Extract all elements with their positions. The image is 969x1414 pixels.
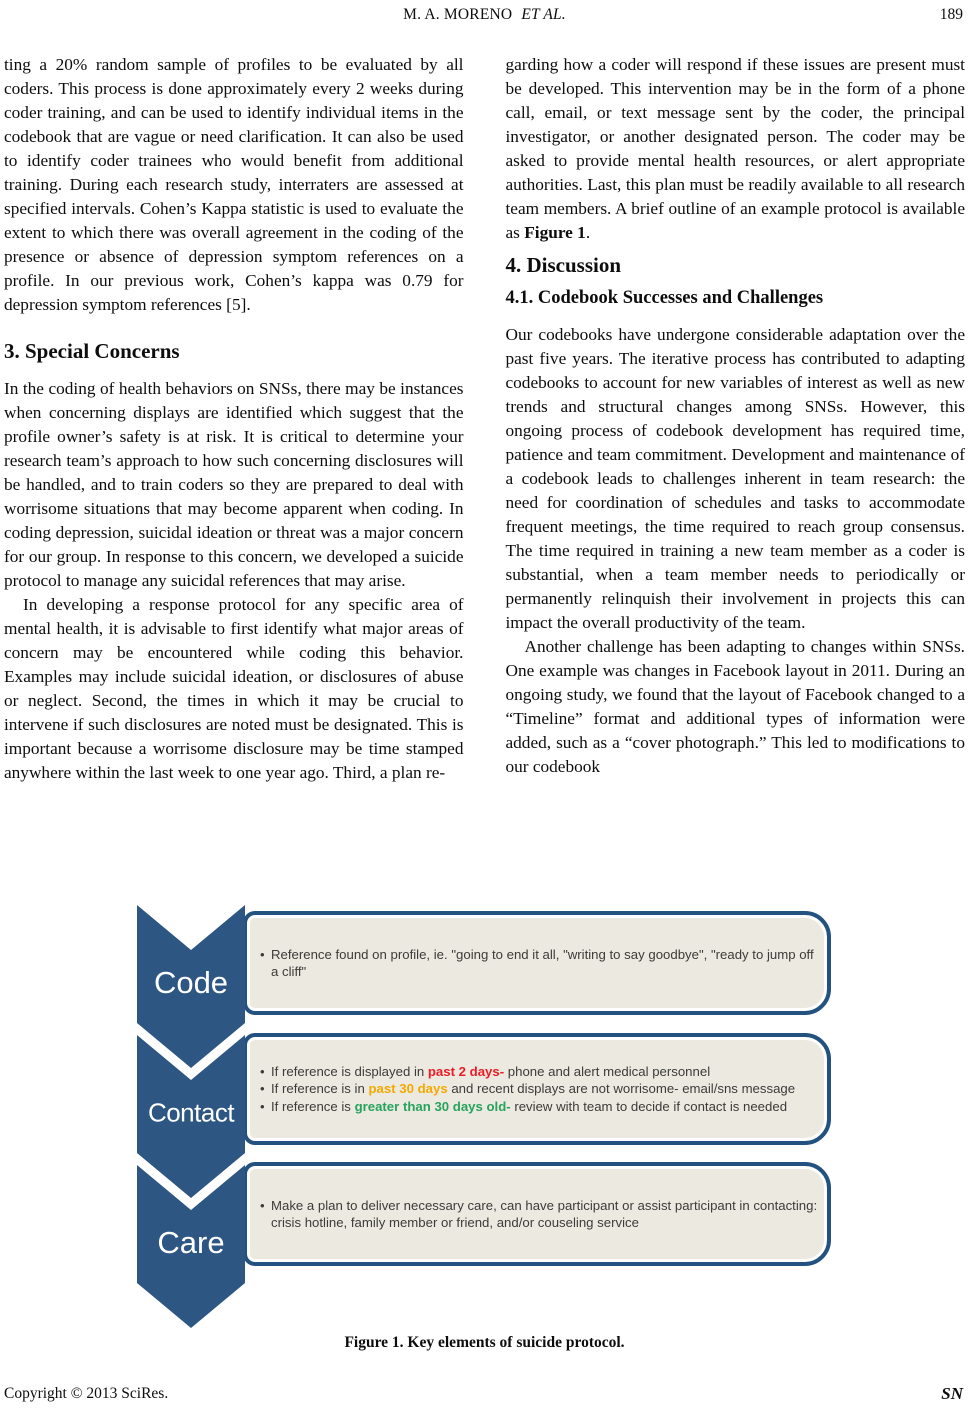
figure-step-box-code bbox=[243, 911, 831, 1015]
paragraph-text: garding how a coder will respond if these issues are present must be developed. This intervention may be in the form of a phone call, email, or text message sent by the coder, the principal investigator, or another designated person. The coder may be asked to provide mental health resources, or alert appropriate authorities. Last, this plan must be readily available to all research team members. A brief outline of an example protocol is available as bbox=[505, 55, 965, 242]
bullet-list bbox=[247, 1059, 803, 1120]
column-right bbox=[506, 53, 966, 785]
figure-step-box-contact bbox=[243, 1033, 831, 1145]
bullet-text: If reference is bbox=[271, 1098, 355, 1114]
figure-step-label-contact: Contact bbox=[147, 1097, 235, 1128]
paragraph bbox=[506, 53, 966, 245]
figure-step-box-care bbox=[243, 1162, 831, 1266]
bullet-text: Make a plan to deliver necessary care, can have participant or assist participant in contacting: crisis hotline, family member or friend, and/or couseling service bbox=[271, 1197, 818, 1230]
paragraph: In developing a response protocol for any specific area of mental health, it is advisable to first identify what major areas of concern may be encountered while coding this behavior. Examples may include suicidal ideation, or disclosures of abuse or neglect. Second, the times in which it may be crucial to intervene if such disclosures are noted must be designated. This is important because a worrisome disclosure may be time stamped anywhere within the last week to one year ago. Third, a plan re- bbox=[4, 595, 464, 782]
bullet-item bbox=[260, 1063, 795, 1081]
paragraph: ting a 20% random sample of profiles to be evaluated by all coders. This process is done approximately every 2 weeks during coder training, and can be used to identify individual items in the codebook that are vague or need clarification. It can also be used to identify coder trainees who would benefit from additional training. During each research study, interraters are assessed at specified intervals. Cohen’s Kappa statistic is used to evaluate the extent to which there was overall agreement in the coding of the presence or absence of depression symptom references on a profile. In our previous work, Cohen’s kappa was 0.79 for depression symptom references [5]. bbox=[4, 55, 464, 314]
bullet-text: If reference is displayed in bbox=[271, 1063, 428, 1079]
paragraph: In the coding of health behaviors on SNSs, there may be instances when concerning displays are identified which suggest that the profile owner’s safety is at risk. It is critical to determine your research team’s approach to how such concerning disclosures will be handled, and to train coders so they are prepared to deal with worrisome situations that may become apparent when coding. In coding depression, suicidal ideation or threat was a major concern for our group. In response to this concern, we developed a suicide protocol to manage any suicidal references that may arise. bbox=[4, 379, 464, 590]
highlight-past-2-days: past 2 days- bbox=[427, 1063, 505, 1079]
bullet-text: If reference is in bbox=[271, 1081, 369, 1097]
page-number: 189 bbox=[939, 6, 963, 23]
bullet-text: review with team to decide if contact is needed bbox=[510, 1098, 788, 1114]
copyright-notice: Copyright © 2013 SciRes. bbox=[4, 1385, 169, 1402]
figure-reference: Figure 1 bbox=[524, 223, 586, 242]
two-column-body bbox=[4, 53, 965, 785]
section-heading-special-concerns: 3. Special Concerns bbox=[4, 339, 180, 363]
paragraph: Our codebooks have undergone considerable adaptation over the past five years. The iterative process has contributed to adapting codebooks to account for new variables of interest as well as new trends and structural changes among SNSs. However, this ongoing process of codebook development has required time, patience and team commitment. Development and maintenance of a codebook leads to challenges inherent in team research: the need for coordination of schedules and tasks to accommodate frequent meetings, the time required to reach group consensus. The time required in training a new team member as a coder is substantial, when a team member needs to periodically or permanently relinquish their involvement in projects this can impact the overall productivity of the team. bbox=[505, 325, 965, 632]
bullet-item bbox=[260, 1197, 819, 1232]
highlight-past-30-days: past 30 days bbox=[368, 1081, 448, 1097]
page-header bbox=[0, 6, 969, 24]
figure-1-suicide-protocol bbox=[131, 903, 855, 1335]
column-left bbox=[4, 53, 464, 785]
figure-caption: Figure 1. Key elements of suicide protocol. bbox=[344, 1334, 625, 1351]
section-heading-discussion: 4. Discussion bbox=[505, 253, 622, 277]
bullet-item bbox=[260, 1080, 795, 1098]
bullet-text: and recent displays are not worrisome- email/sns message bbox=[447, 1081, 796, 1097]
header-etal: ET AL. bbox=[521, 6, 566, 23]
bullet-item bbox=[260, 946, 819, 981]
bullet-text: phone and alert medical personnel bbox=[504, 1063, 711, 1079]
figure-step-label-code: Code bbox=[153, 965, 229, 1001]
bullet-item bbox=[260, 1098, 795, 1116]
chevron-down-icon bbox=[137, 1165, 245, 1328]
highlight-greater-than-30-days: greater than 30 days old- bbox=[354, 1098, 511, 1114]
bullet-list bbox=[247, 1193, 827, 1236]
paragraph: Another challenge has been adapting to changes within SNSs. One example was changes in Facebook layout in 2011. During an ongoing study, we found that the layout of Facebook changed to a “Timeline” format and additional types of information were added, such as a “cover photograph.” This led to modifications to our codebook bbox=[505, 637, 965, 776]
bullet-text: Reference found on profile, ie. "going to end it all, "writing to say goodbye", "ready to jump off a cliff" bbox=[271, 946, 814, 979]
subsection-heading-codebook: 4.1. Codebook Successes and Challenges bbox=[505, 288, 824, 308]
paragraph-text: . bbox=[585, 223, 591, 242]
bullet-list bbox=[247, 942, 827, 985]
figure-step-label-care: Care bbox=[157, 1225, 225, 1261]
journal-logo: SN bbox=[941, 1384, 963, 1403]
header-authors: M. A. MORENO bbox=[403, 6, 513, 23]
